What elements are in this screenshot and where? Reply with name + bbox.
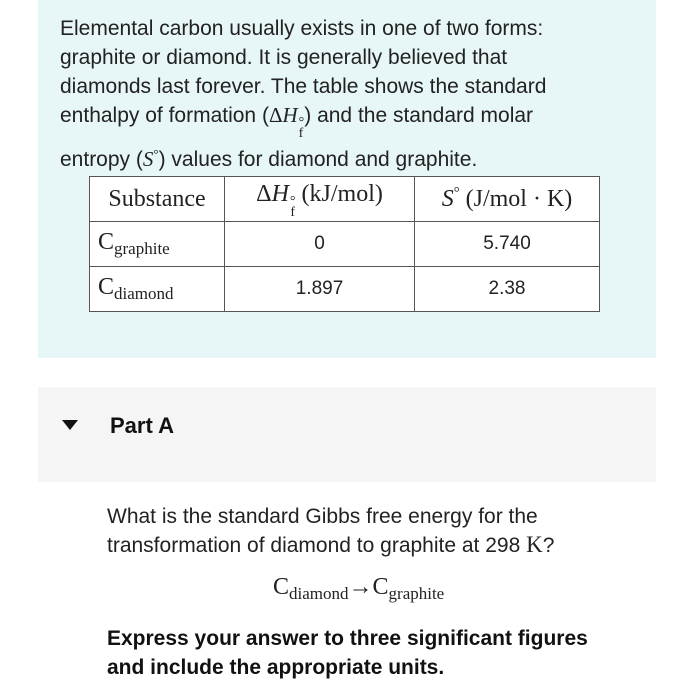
form-subscript: diamond [114,284,174,303]
intro-line-1: Elemental carbon usually exists in one of two forms: [60,17,544,40]
h-symbol: H [282,103,298,127]
question-text [107,503,667,560]
question-line-1: What is the standard Gibbs free energy for the [107,505,538,528]
substance-cell [90,222,225,267]
reaction-equation [273,574,444,604]
degree-superscript: ° [153,146,159,161]
table-row [90,267,600,312]
s-symbol: S [441,186,454,212]
part-a-header[interactable] [38,387,656,482]
problem-intro-panel [38,0,656,358]
header-substance: Substance [90,177,225,222]
answer-instructions [107,624,677,682]
delta-symbol: Δ [256,180,272,207]
enthalpy-cell: 0 [225,222,415,267]
entropy-cell: 5.740 [415,222,600,267]
product-symbol: C [372,574,389,600]
thermodynamic-data-table [89,176,600,312]
s-symbol: S [142,147,154,171]
collapse-triangle-icon[interactable] [62,420,78,430]
degree-superscript: ° [453,185,460,201]
question-mark: ? [542,534,555,557]
intro-line-4-end: ) and the standard molar [304,104,534,127]
intro-line-2: graphite or diamond. It is generally believed that [60,46,508,69]
enthalpy-symbol [268,103,305,141]
intro-line-5-start: entropy ( [60,148,143,171]
reaction-arrow-icon: → [348,574,373,600]
delta-symbol: Δ [268,103,283,127]
entropy-symbol [143,147,159,171]
kelvin-unit: K [526,532,543,557]
degree-superscript: ° [289,193,296,209]
intro-line-4-start: enthalpy of formation ( [60,104,269,127]
intro-line-5-end: ) values for diamond and graphite. [158,148,478,171]
part-label: Part A [110,413,174,438]
table-row [90,222,600,267]
h-symbol: H [271,180,289,207]
element-symbol: C [98,229,115,255]
form-subscript: graphite [114,239,170,258]
enthalpy-cell: 1.897 [225,267,415,312]
question-line-2: transformation of diamond to graphite at 298 [107,534,527,557]
intro-line-3: diamonds last forever. The table shows the standard [60,75,547,98]
instructions-line-2: and include the appropriate units. [107,656,445,679]
f-subscript: f [290,204,296,220]
header-enthalpy [225,177,415,222]
header-entropy [415,177,600,222]
enthalpy-unit: (kJ/mol) [295,180,383,207]
degree-superscript: ° [298,115,305,130]
f-subscript: f [298,126,304,141]
intro-paragraph [60,14,640,174]
entropy-cell: 2.38 [415,267,600,312]
reactant-symbol: C [273,574,290,600]
product-subscript: graphite [388,584,445,603]
instructions-line-1: Express your answer to three significant figures [107,627,588,650]
reactant-subscript: diamond [289,584,349,603]
entropy-unit: (J/mol · K) [459,186,573,212]
substance-cell [90,267,225,312]
table-header-row [90,177,600,222]
element-symbol: C [98,274,115,300]
